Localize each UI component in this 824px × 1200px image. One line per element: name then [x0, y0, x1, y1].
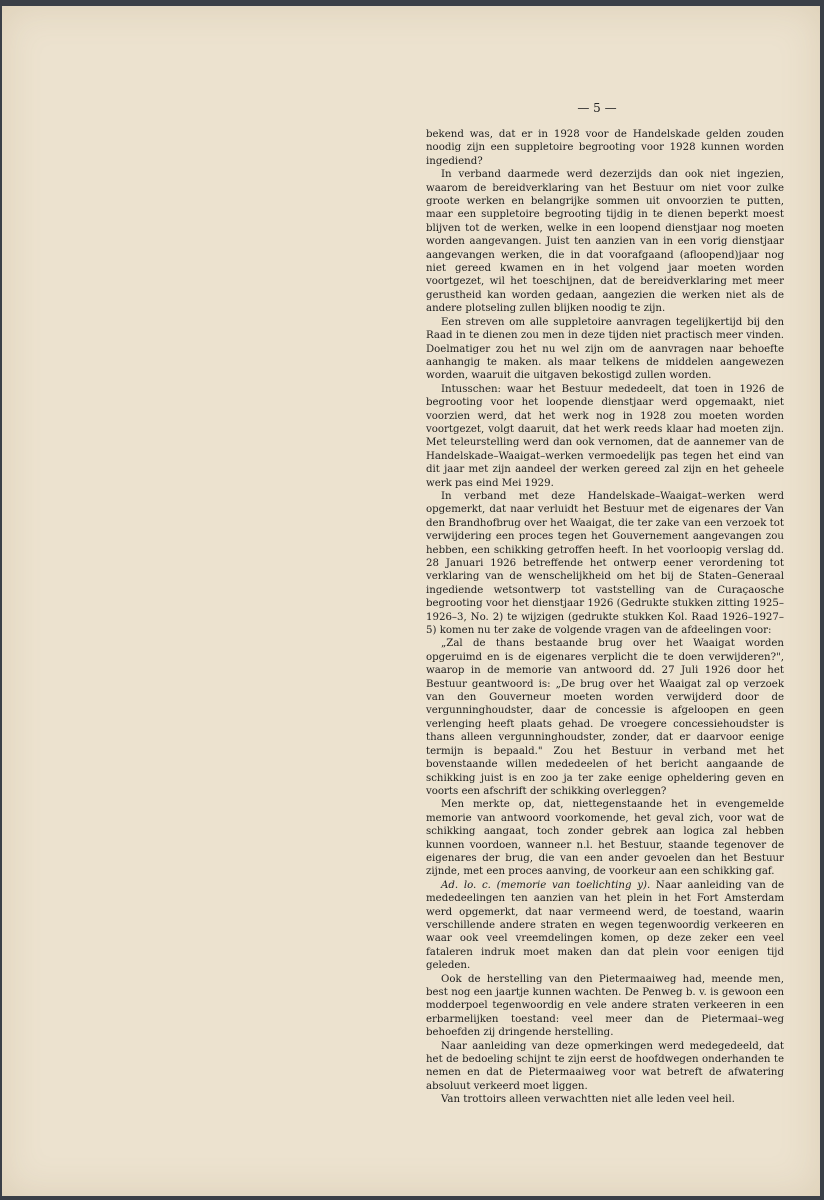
paragraph: Een streven om alle suppletoire aanvragen tegelijkertijd bij den Raad in te dienen zou men in deze tijden niet practisch meer vinden. Doelmatiger zou het nu wel zijn om de aanvragen naar behoefte aanhangig te maken. als maar telkens de middelen aangewezen worden, waaruit die uitgaven bekostigd zullen worden. [426, 316, 784, 382]
paragraph: Men merkte op, dat, niettegenstaande het in evengemelde memorie van antwoord voorkomende, het geval zich, voor wat de schikking aangaat, toch zonder gebrek aan logica zal hebben kunnen voordoen, wanneer n.l. het Bestuur, staande tegenover de eigenares der brug, die van een ander gevoelen dan het Bestuur zijnde, met een proces aanving, de voorkeur aan een schikking gaf. [426, 799, 784, 878]
paragraph: Naar aanleiding van deze opmerkingen werd medegedeeld, dat het de bedoeling schijnt te zijn eerst de hoofdwegen onderhanden te nemen en dat de Pietermaaiweg voor wat betreft de afwatering absoluut verkeerd moet liggen. [426, 1040, 784, 1092]
paragraph: In verband met deze Handelskade–Waaigat–werken werd opgemerkt, dat naar verluidt het Bestuur met de eigenares der Van den Brandhofbrug over het Waaigat, die ter zake van een verzoek tot verwijdering een proces tegen het Gouvernement aangevangen zou hebben, een schikking getroffen heeft. In het voorloopig verslag dd. 28 Januari 1926 betreffende het ontwerp eener verordening tot verklaring van de wenschelijkheid om het bij de Staten–Generaal ingediende wetsontwerp tot vaststelling van de Curaçaosche begrooting voor het dienstjaar 1926 (Gedrukte stukken zitting 1925–1926–3, No. 2) te wijzigen (gedrukte stukken Kol. Raad 1926–1927–5) komen nu ter zake de volgende vragen van de afdeelingen voor: [426, 490, 784, 637]
paragraph: bekend was, dat er in 1928 voor de Handelskade gelden zouden noodig zijn een suppletoire begrooting voor 1928 kunnen worden ingediend? [426, 129, 784, 167]
paragraph: Van trottoirs alleen verwachtten niet alle leden veel heil. [441, 1094, 735, 1106]
paragraph: In verband daarmede werd dezerzijds dan ook niet ingezien, waarom de bereidverklaring van het Bestuur om niet voor zulke groote werken en belangrijke sommen uit onvoorzien te putten, maar een suppletoire begrooting tijdig in te dienen beperkt moest blijven tot de werken, welke in een loopend dienstjaar nog moeten worden aangevangen. Juist ten aanzien van in een vorig dienstjaar aangevangen werken, die in dat voorafgaand (afloopend)jaar nog niet gereed kwamen en in het volgend jaar moeten worden voortgezet, wil het toeschijnen, dat de bereidverklaring met meer gerustheid kan worden gedaan, aangezien die werken niet als de andere plotseling zullen blijken noodig te zijn. [426, 169, 784, 315]
italic-lead: Ad. lo. c. (memorie van toelichting y). [441, 879, 651, 891]
paragraph: Intusschen: waar het Bestuur mededeelt, dat toen in 1926 de begrooting voor het loopende dienstjaar werd opgemaakt, niet voorzien werd, dat het werk nog in 1928 zou moeten worden voortgezet, volgt daaruit, dat het werk reeds klaar had moeten zijn. Met teleurstelling werd dan ook vernomen, dat de aannemer van de Handelskade–Waaigat–werken vermoedelijk pas tegen het eind van dit jaar met zijn aandeel der werken gereed zal zijn en het geheele werk pas eind Mei 1929. [426, 383, 784, 489]
page-number: — 5 — [577, 101, 617, 115]
document-page [2, 6, 820, 1196]
paragraph [426, 879, 784, 973]
paragraph: „Zal de thans bestaande brug over het Waaigat worden opgeruimd en is de eigenares verplicht die te doen verwijderen?", waarop in de memorie van antwoord dd. 27 Juli 1926 door het Bestuur geantwoord is: „De brug over het Waaigat zal op verzoek van den Gouverneur moeten worden verwijderd door de vergunninghoudster, daar de concessie is afgeloopen en geen verlenging heeft plaats gehad. De vroegere concessiehoudster is thans alleen vergunninghoudster, zonder, dat er daarvoor eenige termijn is bepaald." Zou het Bestuur in verband met het bovenstaande willen mededeelen of het bericht aangaande de schikking juist is en zoo ja ter zake eenige opheldering geven en voorts een afschrift der schikking overleggen? [426, 638, 784, 797]
paragraph: Ook de herstelling van den Pietermaaiweg had, meende men, best nog een jaartje kunnen wachten. De Penweg b. v. is gewoon een modderpoel tegenwoordig en vele andere straten verkeeren in een erbarmelijken toestand: veel meer dan de Pietermaai–weg behoefden zij dringende herstelling. [426, 973, 784, 1039]
paragraph-text: Naar aanleiding van de mededeelingen ten aanzien van het plein in het Fort Amsterdam werd opgemerkt, dat naar vermeend werd, de toestand, waarin verschillende andere straten en wegen tegenwoordig verkeeren en waar ook veel vreemdelingen komen, op deze zeker een veel fataleren indruk moet maken dan dat plein voor eenigen tijd geleden. [426, 879, 785, 972]
body-text [426, 128, 784, 1107]
